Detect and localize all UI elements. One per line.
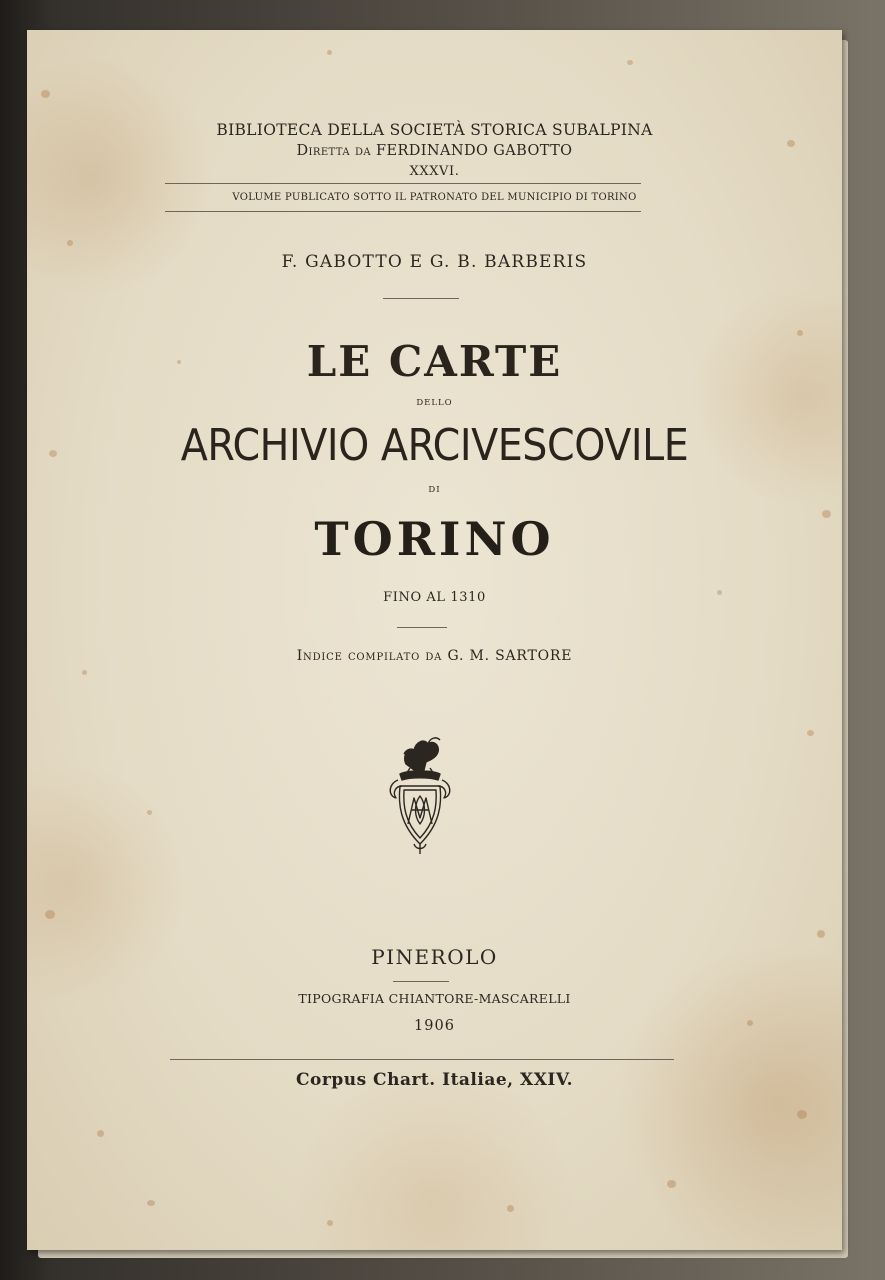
heraldic-crest-with-bird-icon [384,734,456,858]
index-credit: Indice compilato da G. M. SARTORE [296,648,573,664]
title-city: TORINO [314,512,555,566]
volume-number: XXXVI. [409,164,460,179]
divider-patronage [165,211,641,212]
publication-place: PINEROLO [371,945,498,969]
series-director: Diretta da FERDINANDO GABOTTO [296,143,573,159]
divider-title [397,627,447,628]
divider-authors [383,298,459,299]
printer-name: TIPOGRAFIA CHIANTORE-MASCARELLI [298,991,571,1006]
divider-top [165,183,641,184]
series-title: BIBLIOTECA DELLA SOCIETÀ STORICA SUBALPINA [216,121,653,139]
title-main: LE CARTE [306,337,563,386]
divider-bottom [170,1059,674,1060]
publication-year: 1906 [414,1018,455,1034]
authors: F. GABOTTO E G. B. BARBERIS [281,252,588,272]
corpus-series: Corpus Chart. Italiae, XXIV. [296,1070,573,1090]
title-archive: ARCHIVIO ARCIVESCOVILE [180,420,689,471]
book-cover [27,30,842,1250]
title-connector-di: DI [428,485,441,495]
title-connector-dello: DELLO [416,398,453,408]
patronage-note: VOLUME PUBLICATO SOTTO IL PATRONATO DEL MUNICIPIO DI TORINO [232,192,637,203]
title-date-range: FINO AL 1310 [383,590,486,605]
divider-place [393,981,449,982]
